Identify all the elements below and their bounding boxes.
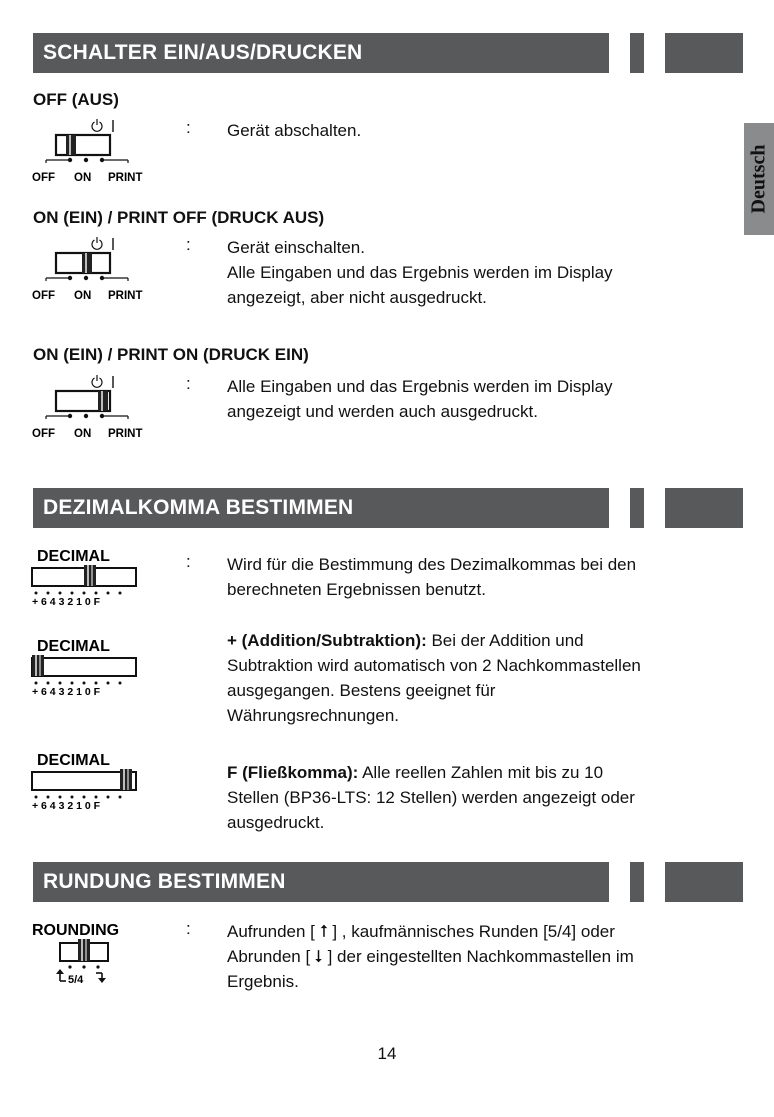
header-decor-block	[630, 488, 644, 528]
rounding-scale: 5/4	[68, 974, 84, 986]
page-number: 14	[377, 1044, 397, 1063]
subheading-on-print-on: ON (EIN) / PRINT ON (DRUCK EIN)	[33, 345, 309, 364]
description-rounding: Aufrunden [ ⭡ ] , kaufmännisches Runden [5/4] oder Abrunden [ ⭣ ] der eingestellten Nachkommastellen im Ergebnis.	[227, 922, 634, 991]
switch-label-print: PRINT	[108, 428, 143, 440]
power-symbol-icon	[92, 119, 102, 131]
decimal-label: DECIMAL	[37, 752, 110, 769]
language-tab	[744, 123, 774, 235]
header-decor-block	[665, 862, 743, 902]
power-switch-off-diagram	[30, 114, 180, 186]
switch-label-off: OFF	[32, 290, 55, 302]
colon: :	[186, 235, 191, 254]
description-decimal-floating: F (Fließkomma): Alle reellen Zahlen mit bis zu 10 Stellen (BP36-LTS: 12 Stellen) werden angezeigt oder ausgedruckt.	[227, 763, 635, 832]
rounding-label: ROUNDING	[32, 922, 120, 939]
section-title-power: SCHALTER EIN/AUS/DRUCKEN	[43, 41, 363, 64]
power-switch-on-diagram	[30, 232, 180, 304]
colon: :	[186, 552, 191, 571]
header-decor-block	[630, 862, 644, 902]
colon: :	[186, 919, 191, 938]
decimal-scale: + 6 4 3 2 1 0 F	[32, 686, 101, 698]
power-symbol-icon	[92, 375, 102, 387]
switch-label-print: PRINT	[108, 172, 143, 184]
arrow-up-icon	[56, 969, 66, 981]
section-title-rounding: RUNDUNG BESTIMMEN	[43, 870, 286, 893]
header-decor-block	[630, 33, 644, 73]
arrow-down-icon	[96, 973, 106, 983]
power-switch-print-diagram	[30, 370, 180, 442]
decimal-switch-diagram	[30, 543, 170, 613]
decimal-label: DECIMAL	[37, 638, 110, 655]
switch-label-on: ON	[74, 428, 92, 440]
power-symbol-icon	[92, 237, 102, 249]
subheading-on-print-off: ON (EIN) / PRINT OFF (DRUCK AUS)	[33, 208, 325, 227]
description-on-print-off: Gerät einschalten. Alle Eingaben und das Ergebnis werden im Display angezeigt, aber nicht ausgedruckt.	[227, 238, 613, 307]
term-addition: + (Addition/Subtraktion):	[227, 631, 427, 650]
decimal-scale: + 6 4 3 2 1 0 F	[32, 800, 101, 812]
colon: :	[186, 374, 191, 393]
section-title-decimal: DEZIMALKOMMA BESTIMMEN	[43, 496, 354, 519]
language-tab-label: Deutsch	[747, 144, 770, 214]
decimal-switch-addition-diagram	[30, 633, 170, 703]
decimal-label: DECIMAL	[37, 548, 110, 565]
switch-label-on: ON	[74, 290, 92, 302]
switch-label-off: OFF	[32, 172, 55, 184]
description-decimal-addition: + (Addition/Subtraktion): Bei der Addition und Subtraktion wird automatisch von 2 Nachkommastellen ausgegangen. Bestens geeignet für Währungsrechnungen.	[227, 631, 641, 725]
switch-label-print: PRINT	[108, 290, 143, 302]
colon: :	[186, 118, 191, 137]
decimal-scale: + 6 4 3 2 1 0 F	[32, 596, 101, 608]
term-floating: F (Fließkomma):	[227, 763, 359, 782]
switch-label-off: OFF	[32, 428, 55, 440]
decimal-switch-floating-diagram	[30, 747, 170, 817]
rounding-switch-diagram	[30, 917, 160, 989]
description-decimal-general: Wird für die Bestimmung des Dezimalkommas bei den berechneten Ergebnissen benutzt.	[227, 555, 637, 599]
switch-label-on: ON	[74, 172, 92, 184]
header-decor-block	[665, 33, 743, 73]
description-on-print-on: Alle Eingaben und das Ergebnis werden im Display angezeigt und werden auch ausgedruckt.	[227, 377, 613, 421]
subheading-off: OFF (AUS)	[33, 90, 119, 109]
header-decor-block	[665, 488, 743, 528]
description-off: Gerät abschalten.	[227, 121, 362, 140]
